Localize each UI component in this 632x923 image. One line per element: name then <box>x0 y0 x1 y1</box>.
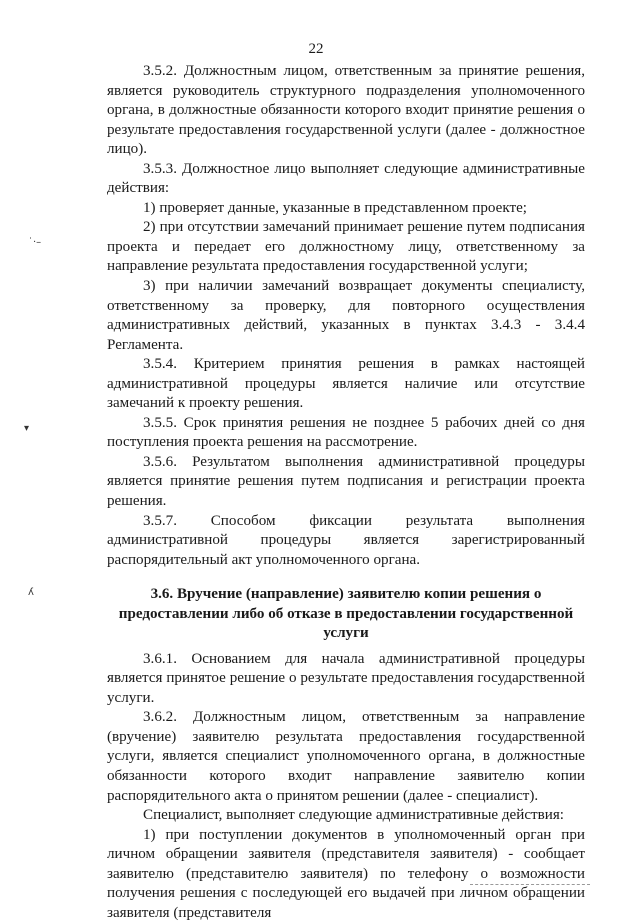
list-item-3: 3) при наличии замечаний возвращает документы специалисту, ответственному за проверку, для повторного осуществления административных действий, указанных в пунктах 3.4.3 - 3.4.4 Регламента. <box>107 278 585 353</box>
paragraph-3-6-2: 3.6.2. Должностным лицом, ответственным за направление (вручение) заявителю результата предоставления государственной услуги, является специалист уполномоченного органа, в должностные обязанности которого входит направление заявителю копии распорядительного акта о принятом решении (далее - специалист). <box>107 709 585 804</box>
scan-mark: ▾ <box>24 423 30 434</box>
paragraph-specialist-item-1: 1) при поступлении документов в уполномоченный орган при личном обращении заявителя (представителя заявителя) - сообщает заявителю (представителю заявителя) по телефону о возможности получения решения с последующей его выдачей при личном обращении заявителя (представителя <box>107 826 585 921</box>
paragraph-3-5-3: 3.5.3. Должностное лицо выполняет следующие административные действия: <box>107 160 585 197</box>
scan-mark: ˙·– <box>28 237 42 248</box>
list-item-2: 2) при отсутствии замечаний принимает решение путем подписания проекта и передает его должностному лицу, ответственному за направление результата предоставления государственной услуги; <box>107 219 585 275</box>
list-item-1: 1) проверяет данные, указанные в представленном проекте; <box>143 199 527 216</box>
paragraph-3-5-5: 3.5.5. Срок принятия решения не позднее 5 рабочих дней со дня поступления проекта решения на рассмотрение. <box>107 414 585 451</box>
paragraph-specialist-actions: Специалист, выполняет следующие административные действия: <box>143 807 564 824</box>
scan-mark: ʎ <box>28 587 34 598</box>
paragraph-3-5-6: 3.5.6. Результатом выполнения административной процедуры является принятие решения путем подписания и регистрации проекта решения. <box>107 453 585 510</box>
scan-dash-line <box>470 884 590 885</box>
page-number: 22 <box>308 41 324 57</box>
paragraph-3-5-7: 3.5.7. Способом фиксации результата выполнения административной процедуры является зарегистрированный распорядительный акт уполномоченного органа. <box>107 512 585 568</box>
document-body <box>107 62 585 923</box>
section-heading-3-6: 3.6. Вручение (направление) заявителю копии решения о предоставлении либо об отказе в предоставлении государственной услуги <box>118 586 574 642</box>
paragraph-3-6-1: 3.6.1. Основанием для начала административной процедуры является принятое решение о результате предоставления государственной услуги. <box>107 650 585 706</box>
paragraph-3-5-2: 3.5.2. Должностным лицом, ответственным за принятие решения, является руководитель структурного подразделения уполномоченного органа, в должностные обязанности которого входит принятие решения о результате предоставления государственной услуги (далее - должностное лицо). <box>107 63 585 158</box>
paragraph-3-5-4: 3.5.4. Критерием принятия решения в рамках настоящей административной процедуры является наличие или отсутствие замечаний к проекту решения. <box>107 356 585 412</box>
